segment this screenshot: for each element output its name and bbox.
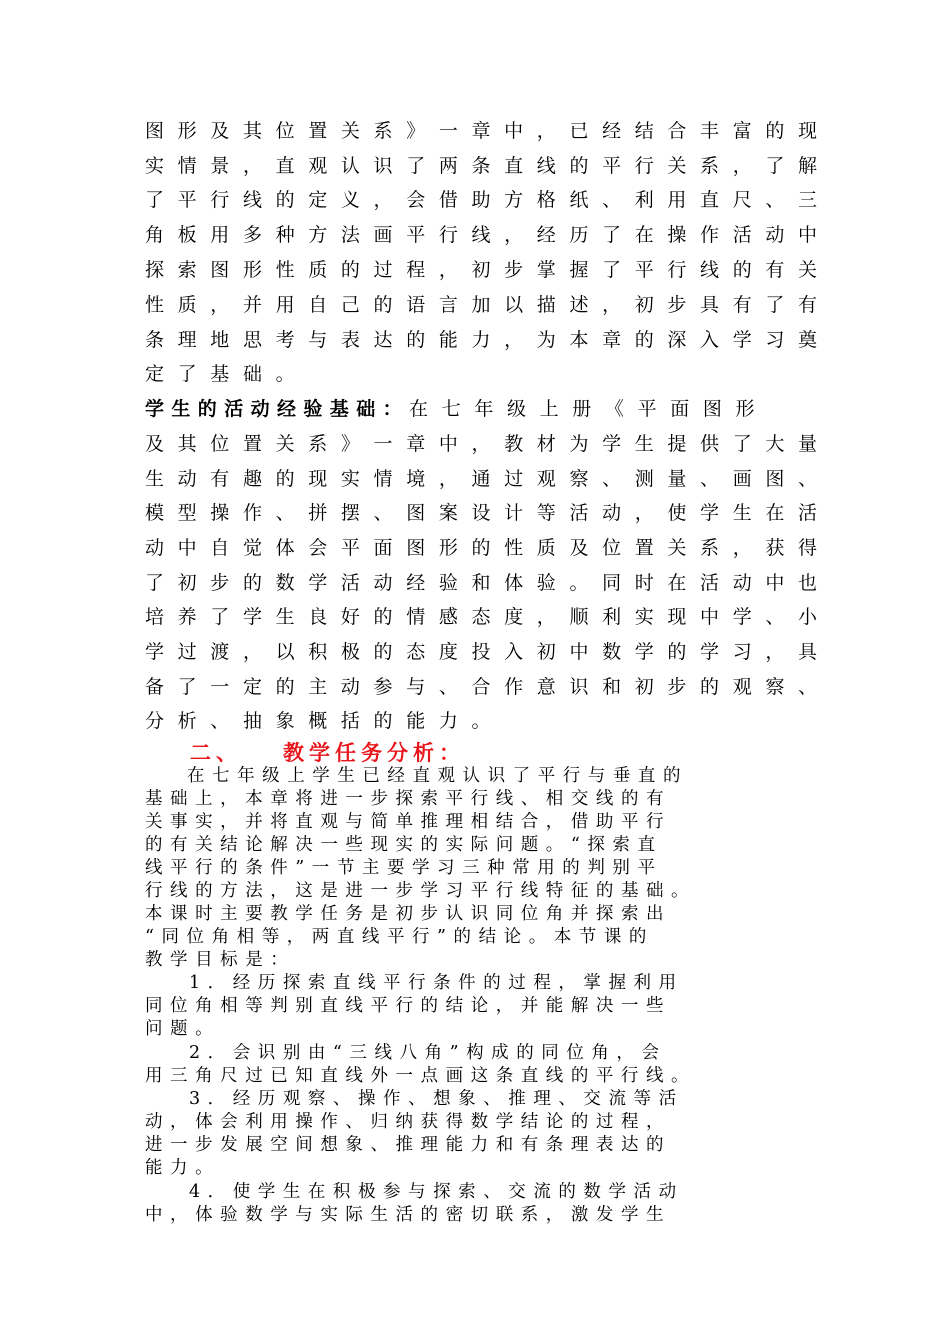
goal-line: 用三角尺过已知直线外一点画这条直线的平行线。 xyxy=(145,1066,697,1086)
activity-first-rest: 在七年级上册《平面图形 xyxy=(409,398,769,420)
goal-line: 1．经历探索直线平行条件的过程，掌握利用 xyxy=(189,973,684,993)
paragraph-line: 线平行的条件”一节主要学习三种常用的判别平 xyxy=(145,858,663,878)
paragraph-line: 及其位置关系》一章中，教材为学生提供了大量 xyxy=(145,433,831,455)
paragraph-line: 关事实，并将直观与简单推理相结合，借助平行 xyxy=(145,812,672,832)
goal-line: 3．经历观察、操作、想象、推理、交流等活 xyxy=(189,1089,684,1109)
paragraph-line: 角板用多种方法画平行线，经历了在操作活动中 xyxy=(145,224,831,246)
paragraph-line: 教学目标是： xyxy=(145,950,296,970)
paragraph-line: 备了一定的主动参与、合作意识和初步的观察、 xyxy=(145,676,831,698)
paragraph-line: 定了基础。 xyxy=(145,363,309,385)
paragraph-line: 基础上，本章将进一步探索平行线、相交线的有 xyxy=(145,789,672,809)
activity-label: 学生的活动经验基础： xyxy=(145,398,410,420)
goal-line: 能力。 xyxy=(145,1158,221,1178)
paragraph-line: 本课时主要教学任务是初步认识同位角并探索出 xyxy=(145,904,672,924)
paragraph-line: “同位角相等，两直线平行”的结论。本节课的 xyxy=(145,927,654,947)
goal-line: 同位角相等判别直线平行的结论，并能解决一些 xyxy=(145,996,672,1016)
goal-line: 2．会识别由“三线八角”构成的同位角，会 xyxy=(189,1043,667,1063)
paragraph-line: 培养了学生良好的情感态度，顺利实现中学、小 xyxy=(145,606,831,628)
goal-line: 进一步发展空间想象、推理能力和有条理表达的 xyxy=(145,1135,672,1155)
paragraph-line: 条理地思考与表达的能力，为本章的深入学习奠 xyxy=(145,329,831,351)
paragraph-line: 图形及其位置关系》一章中，已经结合丰富的现 xyxy=(145,120,831,142)
paragraph-line: 性质，并用自己的语言加以描述，初步具有了有 xyxy=(145,294,831,316)
activity-first-line xyxy=(145,394,768,421)
goal-line: 问题。 xyxy=(145,1019,221,1039)
paragraph-line: 学过渡，以积极的态度投入初中数学的学习，具 xyxy=(145,641,831,663)
paragraph-line: 了初步的数学活动经验和体验。同时在活动中也 xyxy=(145,572,831,594)
goal-line: 4．使学生在积极参与探索、交流的数学活动 xyxy=(189,1182,684,1202)
paragraph-line: 动中自觉体会平面图形的性质及位置关系，获得 xyxy=(145,537,831,559)
paragraph-line: 行线的方法，这是进一步学习平行线特征的基础。 xyxy=(145,881,697,901)
paragraph-line: 模型操作、拼摆、图案设计等活动，使学生在活 xyxy=(145,502,831,524)
paragraph-line: 在七年级上学生已经直观认识了平行与垂直的 xyxy=(187,766,688,786)
goal-line: 中，体验数学与实际生活的密切联系，激发学生 xyxy=(145,1205,672,1225)
paragraph-line: 生动有趣的现实情境，通过观察、测量、画图、 xyxy=(145,468,831,490)
paragraph-line: 探索图形性质的过程，初步掌握了平行线的有关 xyxy=(145,259,831,281)
paragraph-line: 了平行线的定义，会借助方格纸、利用直尺、三 xyxy=(145,189,831,211)
paragraph-line: 分析、抽象概括的能力。 xyxy=(145,710,505,732)
goal-line: 动，体会利用操作、归纳获得数学结论的过程， xyxy=(145,1112,672,1132)
paragraph-line: 实情景，直观认识了两条直线的平行关系，了解 xyxy=(145,155,831,177)
section-title: 教学任务分析： xyxy=(283,740,465,765)
section-number: 二、 xyxy=(190,740,242,765)
paragraph-line: 的有关结论解决一些现实的实际问题。“探索直 xyxy=(145,835,663,855)
